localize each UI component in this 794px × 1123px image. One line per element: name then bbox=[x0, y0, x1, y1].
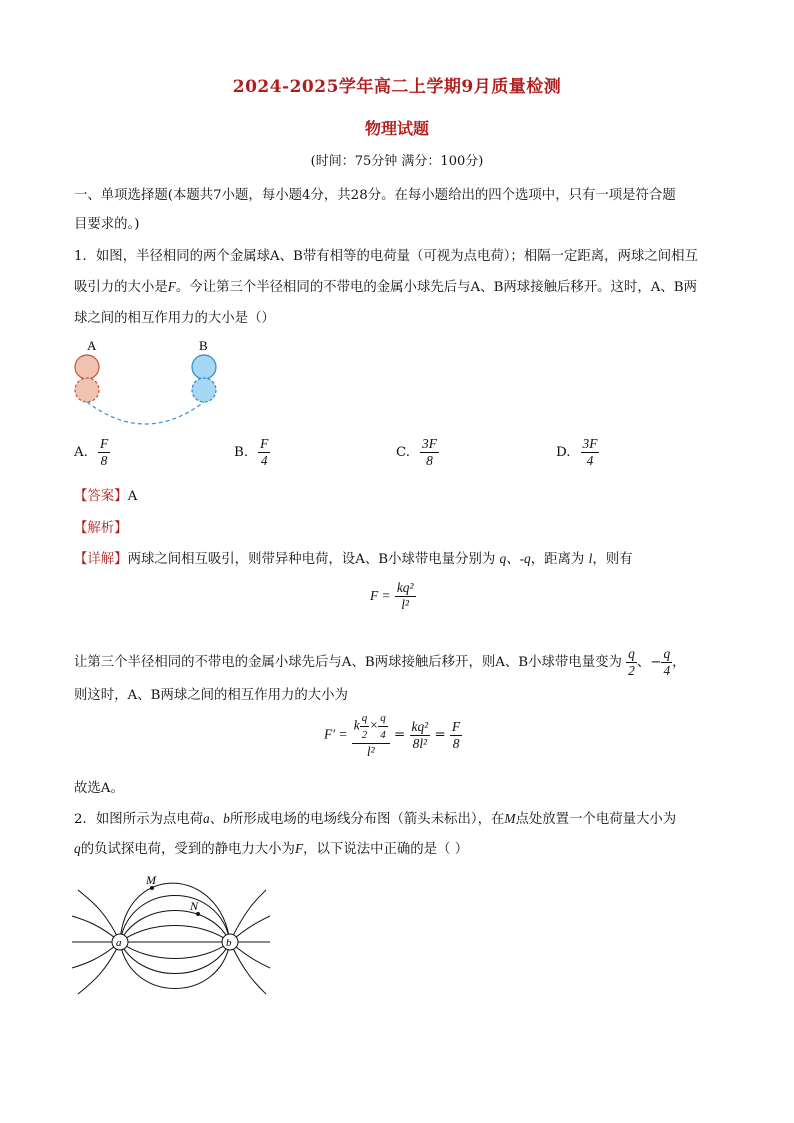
sphere-a-dashed bbox=[75, 378, 99, 402]
section-heading-line2: 目要求的。) bbox=[74, 217, 140, 232]
dashed-path bbox=[87, 402, 204, 424]
q1-spheres-figure bbox=[70, 336, 230, 432]
q1-then-line: 则这时，A、B两球之间的相互作用力的大小为 bbox=[74, 688, 348, 703]
sphere-b bbox=[192, 355, 216, 379]
label-n: N bbox=[190, 899, 199, 913]
q2-field-lines-figure bbox=[70, 870, 280, 1000]
label-b: b bbox=[226, 937, 232, 949]
exam-subtitle: 物理试题 bbox=[364, 119, 429, 138]
q1-option-c[interactable]: C. $\frac{3F}{8}$ bbox=[396, 436, 437, 468]
sphere-a-label: A bbox=[87, 338, 97, 353]
q1-step-line: 让第三个半径相同的不带电的金属小球先后与A、B两球接触后移开，则A、B小球带电量变为 $\frac{q}{2}$ 、− $\frac{q}{4}$ ， bbox=[74, 646, 686, 678]
section-heading-line1: 一、单项选择题(本题共7小题，每小题4分，共28分。在每小题给出的四个选项中，只有一项是符合题 bbox=[74, 188, 676, 203]
equation-1: F = $\frac{\text{kq²}}{\text{l²}}$ bbox=[370, 580, 414, 612]
q1-line3: 球之间的相互作用力的大小是（） bbox=[74, 311, 275, 326]
q1-line1: 1．如图，半径相同的两个金属球A、B带有相等的电荷量（可视为点电荷）；相隔一定距离，两球之间相互 bbox=[74, 249, 698, 264]
label-a: a bbox=[116, 937, 122, 949]
q1-answer: 【答案】A bbox=[74, 489, 138, 504]
sphere-b-label: B bbox=[199, 338, 208, 353]
q1-detail: 【详解】两球之间相互吸引，则带异种电荷，设A、B小球带电量分别为 q、-q，距离为 l，则有 bbox=[74, 551, 633, 567]
q1-option-b[interactable]: B. $\frac{F}{4}$ bbox=[234, 436, 269, 468]
q2-line1: 2．如图所示为点电荷a、b所形成电场的电场线分布图（箭头未标出），在M点处放置一个电荷量大小为 bbox=[74, 811, 677, 827]
q1-analysis-tag: 【解析】 bbox=[74, 521, 128, 536]
q1-line2: 吸引力的大小是F。今让第三个半径相同的不带电的金属小球先后与A、B两球接触后移开。这时，A、B两 bbox=[74, 279, 698, 295]
q1-conclusion: 故选A。 bbox=[74, 781, 124, 796]
q1-option-d[interactable]: D. $\frac{3F}{4}$ bbox=[556, 436, 598, 468]
label-m: M bbox=[146, 873, 156, 887]
exam-title: 2024-2025学年高二上学期9月质量检测 bbox=[232, 77, 562, 97]
exam-info: (时间：75分钟 满分：100分) bbox=[310, 154, 484, 169]
sphere-b-dashed bbox=[192, 378, 216, 402]
q1-option-a[interactable]: A. $\frac{F}{8}$ bbox=[74, 436, 109, 468]
sphere-a bbox=[75, 355, 99, 379]
q2-line2: q的负试探电荷，受到的静电力大小为F，以下说法中正确的是（ ） bbox=[74, 841, 469, 857]
equation-2: F′ = k $\frac{q}{2}$ × $\frac{q}{4}$ l² = $\frac{\text{kq²}}{\text{8l²}}$ = $\frac{F}{8}$ bbox=[324, 712, 461, 759]
